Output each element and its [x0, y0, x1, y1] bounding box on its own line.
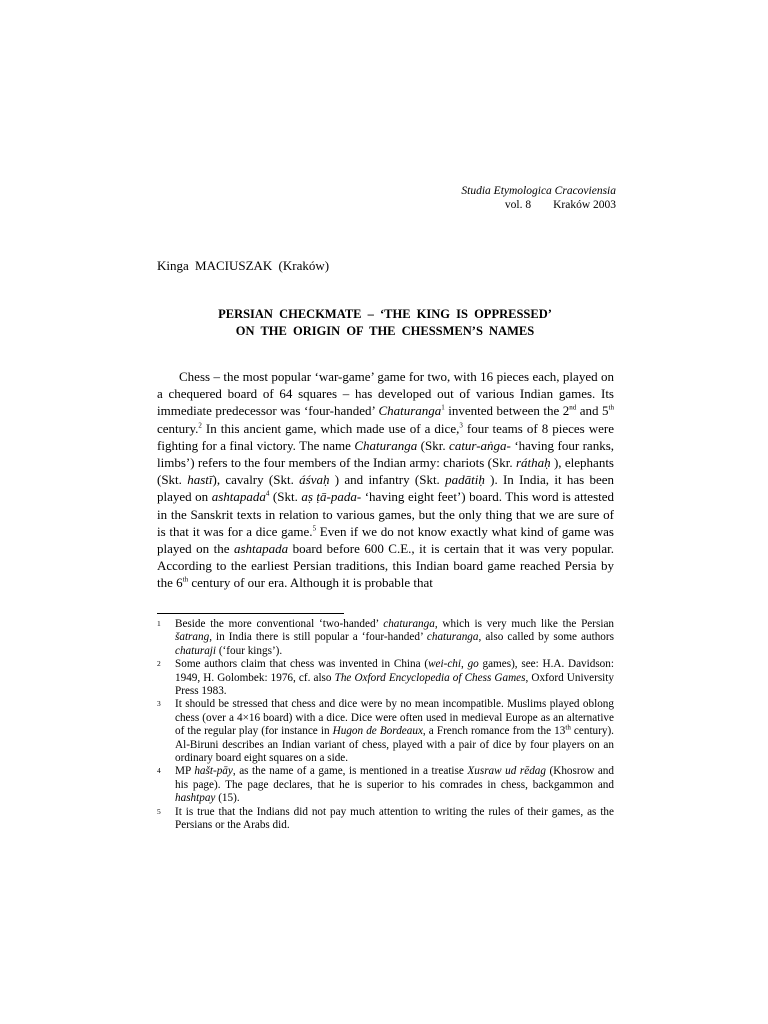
text-run: board before 600 C.E., it is certain that it was very popular. According to the earliest Persian traditions, this Indian board game reached Persia by the 6 — [157, 541, 614, 591]
text-run: In this ancient game, which made use of a dice, — [201, 420, 460, 436]
term-italic: The Oxford Encyclopedia of Chess Games — [334, 671, 526, 684]
footnote-number: 4 — [157, 766, 161, 776]
text-run: ), cavalry (Skt. — [212, 472, 300, 488]
footnote-number: 5 — [157, 806, 161, 816]
footnote-5 — [157, 806, 614, 833]
text-run: four teams of 8 pieces were fighting for a final victory. The name — [157, 420, 614, 453]
text-run: Beside the more conventional ‘two-handed’ — [175, 618, 384, 630]
term-italic: hašt-pāy — [194, 765, 233, 778]
title-line-2: ON THE ORIGIN OF THE CHESSMEN’S NAMES — [235, 324, 535, 338]
body-text — [157, 368, 614, 592]
text-run: (‘four kings’). — [216, 644, 283, 657]
footnote-text — [175, 698, 614, 765]
footnote-ref: 2 — [198, 421, 202, 430]
term-italic: go — [467, 658, 479, 671]
ordinal-suffix: th — [565, 723, 571, 732]
volume-number: vol. 8 — [504, 199, 532, 211]
footnote-1 — [157, 618, 614, 658]
term-italic: hashtpay — [175, 792, 216, 805]
text-run: ), elephants (Skt. — [157, 455, 614, 488]
footnote-text — [175, 806, 614, 833]
body-paragraph — [157, 368, 614, 592]
term-italic: padātiḥ — [445, 472, 485, 488]
text-run: century. — [157, 420, 199, 436]
text-run: , as the name of a game, is mentioned in a treatise — [232, 765, 468, 778]
term-italic: áśvaḥ — [299, 472, 330, 488]
footnote-ref: 1 — [441, 404, 445, 413]
text-run: century of our era. Although it is probable that — [188, 575, 433, 591]
text-run: , — [461, 658, 468, 671]
text-run: (Skr. — [417, 437, 450, 453]
text-run: (Khosrow and his page). The page declares, that he is superior to his comrades in chess, backgammon and — [175, 765, 614, 791]
text-run: MP — [175, 765, 195, 778]
footnote-ref: 4 — [265, 490, 270, 499]
term-italic: Chaturanga — [354, 437, 418, 453]
term-italic: šatrang — [175, 631, 210, 644]
text-run: games), see: H.A. Davidson: 1949, H. Golombek: 1976, cf. also — [175, 658, 614, 684]
term-italic: catur-aṅga- — [449, 437, 511, 453]
text-run: It should be stressed that chess and dice were by no mean incompatible. Muslims played oblong chess (over a 4×16 board) with a dice. Dice were often used in medieval Europe as an alternative of the regular play (for instance in — [175, 698, 614, 738]
footnote-number: 3 — [157, 699, 161, 709]
footnote-text — [175, 658, 614, 698]
term-italic: chaturanga — [383, 618, 435, 630]
text-run: It is true that the Indians did not pay much attention to writing the rules of their games, as the Persians or the Arabs did. — [175, 805, 614, 832]
footnote-2 — [157, 658, 614, 698]
text-run: century). Al-Biruni describes an Indian variant of chess, played with a pair of dice by four players on an ordinary board eight squares on a side. — [175, 725, 614, 765]
text-run: and 5 — [576, 403, 609, 419]
journal-header — [461, 184, 616, 212]
footnote-number: 1 — [157, 619, 161, 628]
text-run: , Oxford University Press 1983. — [175, 671, 614, 698]
text-run: (Skt. — [269, 489, 302, 505]
text-run: Even if we do not know exactly what kind of game was played on the — [157, 523, 614, 557]
title-line-1: PERSIAN CHECKMATE – ‘THE KING IS OPPRESSED’ — [218, 307, 552, 321]
term-italic: hastī — [187, 472, 213, 488]
footnotes — [157, 618, 614, 833]
author-line: Kinga MACIUSZAK (Kraków) — [157, 258, 330, 273]
text-run: ) and infantry (Skt. — [329, 472, 446, 488]
term-italic: Chaturanga — [378, 403, 442, 419]
ordinal-suffix: th — [182, 576, 189, 585]
footnote-separator — [157, 613, 344, 614]
footnote-3 — [157, 698, 614, 765]
footnote-4 — [157, 765, 614, 805]
term-italic: Xusraw ud rēdag — [467, 765, 546, 778]
term-italic: wei-chi — [428, 658, 462, 671]
term-italic: aṣ ṭā-pada- — [301, 489, 362, 505]
ordinal-suffix: th — [608, 404, 614, 413]
text-run: Some authors claim that chess was invented in China ( — [175, 658, 429, 671]
text-run: , which is very much like the Persian — [434, 618, 614, 630]
term-italic: ráthaḥ — [515, 455, 551, 471]
text-run: invented between the 2 — [444, 403, 570, 419]
term-italic: ashtapada — [233, 541, 289, 557]
place-year: Kraków 2003 — [553, 199, 616, 211]
term-italic: Hugon de Bordeaux — [332, 725, 423, 738]
text-run: (15). — [215, 792, 240, 805]
volume-line — [461, 198, 616, 212]
term-italic: chaturanga — [426, 631, 479, 644]
text-run: Chess – the most popular ‘war-game’ game for two, with 16 pieces each, played on a chequered board of 64 squares – has developed out of various Indian games. Its immediate predecessor was ‘four-handed’ — [157, 369, 614, 419]
text-run: ‘having eight feet’) board. This word is attested in the Sanskrit texts in relation to various games, but the only thing that we are sure of is that it was for a dice game. — [157, 489, 615, 539]
ordinal-suffix: nd — [569, 404, 577, 413]
text-run: ‘having four ranks, limbs’) refers to the four members of the Indian army: chariots (Skr. — [157, 437, 615, 471]
article-title — [157, 306, 613, 340]
footnote-ref: 5 — [312, 524, 317, 533]
text-run: ). In India, it has been played on — [157, 472, 615, 505]
text-run: , in India there is still popular a ‘four-handed’ — [209, 631, 427, 644]
journal-name: Studia Etymologica Cracoviensia — [461, 185, 616, 197]
footnote-number: 2 — [157, 659, 161, 669]
footnote-text — [175, 765, 614, 805]
term-italic: ashtapada — [211, 489, 266, 505]
text-run: , also called by some authors — [478, 631, 614, 644]
footnote-text — [175, 618, 614, 658]
footnote-ref: 3 — [459, 421, 463, 430]
term-italic: chaturaji — [175, 644, 217, 657]
text-run: , a French romance from the 13 — [422, 725, 566, 738]
